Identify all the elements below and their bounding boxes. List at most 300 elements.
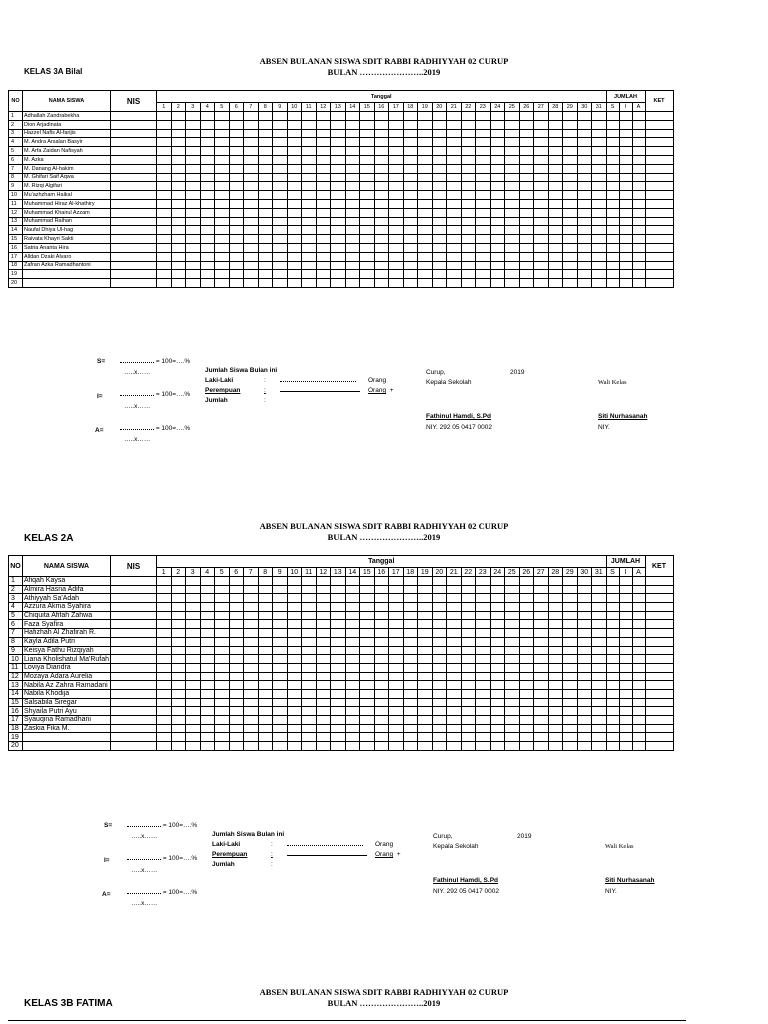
sum-i-cell[interactable] <box>619 637 632 646</box>
attendance-cell[interactable] <box>186 689 201 698</box>
sum-s-cell[interactable] <box>606 724 619 733</box>
attendance-cell[interactable] <box>592 681 607 690</box>
attendance-cell[interactable] <box>200 681 215 690</box>
attendance-cell[interactable] <box>215 620 230 629</box>
attendance-cell[interactable] <box>360 742 375 751</box>
attendance-cell[interactable] <box>534 620 549 629</box>
sum-i-cell[interactable] <box>619 646 632 655</box>
attendance-cell[interactable] <box>200 655 215 664</box>
attendance-cell[interactable] <box>548 620 563 629</box>
attendance-cell[interactable] <box>389 577 404 586</box>
sum-s-cell[interactable] <box>606 689 619 698</box>
sum-s-cell[interactable] <box>606 629 619 638</box>
attendance-cell[interactable] <box>548 611 563 620</box>
attendance-cell[interactable] <box>447 620 462 629</box>
attendance-cell[interactable] <box>200 672 215 681</box>
attendance-cell[interactable] <box>519 620 534 629</box>
attendance-cell[interactable] <box>403 637 418 646</box>
attendance-cell[interactable] <box>157 611 172 620</box>
attendance-cell[interactable] <box>229 698 244 707</box>
sum-s-cell[interactable] <box>606 646 619 655</box>
attendance-cell[interactable] <box>432 672 447 681</box>
attendance-cell[interactable] <box>157 577 172 586</box>
attendance-cell[interactable] <box>389 629 404 638</box>
attendance-cell[interactable] <box>505 733 520 742</box>
attendance-cell[interactable] <box>302 733 317 742</box>
attendance-cell[interactable] <box>577 689 592 698</box>
attendance-cell[interactable] <box>403 646 418 655</box>
attendance-cell[interactable] <box>432 594 447 603</box>
attendance-cell[interactable] <box>592 629 607 638</box>
attendance-cell[interactable] <box>200 594 215 603</box>
attendance-cell[interactable] <box>519 672 534 681</box>
attendance-cell[interactable] <box>592 663 607 672</box>
attendance-cell[interactable] <box>229 620 244 629</box>
attendance-cell[interactable] <box>331 620 346 629</box>
attendance-cell[interactable] <box>519 733 534 742</box>
attendance-cell[interactable] <box>244 716 259 725</box>
attendance-cell[interactable] <box>505 707 520 716</box>
attendance-cell[interactable] <box>389 707 404 716</box>
attendance-cell[interactable] <box>432 681 447 690</box>
attendance-cell[interactable] <box>345 707 360 716</box>
attendance-cell[interactable] <box>418 655 433 664</box>
attendance-cell[interactable] <box>171 646 186 655</box>
attendance-cell[interactable] <box>592 620 607 629</box>
attendance-cell[interactable] <box>186 577 201 586</box>
ket-cell[interactable] <box>645 655 673 664</box>
attendance-cell[interactable] <box>171 672 186 681</box>
attendance-cell[interactable] <box>490 707 505 716</box>
attendance-cell[interactable] <box>403 724 418 733</box>
attendance-cell[interactable] <box>345 585 360 594</box>
attendance-cell[interactable] <box>461 716 476 725</box>
attendance-cell[interactable] <box>200 689 215 698</box>
attendance-cell[interactable] <box>432 646 447 655</box>
attendance-cell[interactable] <box>360 716 375 725</box>
attendance-cell[interactable] <box>534 629 549 638</box>
attendance-cell[interactable] <box>476 707 491 716</box>
attendance-cell[interactable] <box>447 716 462 725</box>
attendance-cell[interactable] <box>157 733 172 742</box>
attendance-cell[interactable] <box>258 585 273 594</box>
attendance-cell[interactable] <box>302 603 317 612</box>
attendance-cell[interactable] <box>331 629 346 638</box>
attendance-cell[interactable] <box>345 637 360 646</box>
sum-i-cell[interactable] <box>619 716 632 725</box>
attendance-cell[interactable] <box>374 577 389 586</box>
attendance-cell[interactable] <box>490 620 505 629</box>
attendance-cell[interactable] <box>258 742 273 751</box>
sum-i-cell[interactable] <box>619 742 632 751</box>
attendance-cell[interactable] <box>476 577 491 586</box>
attendance-cell[interactable] <box>273 646 288 655</box>
attendance-cell[interactable] <box>563 585 578 594</box>
attendance-cell[interactable] <box>563 716 578 725</box>
attendance-cell[interactable] <box>432 707 447 716</box>
attendance-cell[interactable] <box>403 663 418 672</box>
attendance-cell[interactable] <box>490 603 505 612</box>
sum-s-cell[interactable] <box>606 707 619 716</box>
attendance-cell[interactable] <box>287 716 302 725</box>
nis-cell[interactable] <box>111 724 157 733</box>
attendance-cell[interactable] <box>331 585 346 594</box>
ket-cell[interactable] <box>645 707 673 716</box>
attendance-cell[interactable] <box>418 707 433 716</box>
attendance-cell[interactable] <box>171 629 186 638</box>
attendance-cell[interactable] <box>534 594 549 603</box>
attendance-cell[interactable] <box>287 611 302 620</box>
attendance-cell[interactable] <box>476 689 491 698</box>
attendance-cell[interactable] <box>519 594 534 603</box>
attendance-cell[interactable] <box>215 663 230 672</box>
attendance-cell[interactable] <box>287 577 302 586</box>
attendance-cell[interactable] <box>505 655 520 664</box>
attendance-cell[interactable] <box>490 629 505 638</box>
attendance-cell[interactable] <box>490 698 505 707</box>
attendance-cell[interactable] <box>360 620 375 629</box>
attendance-cell[interactable] <box>577 620 592 629</box>
attendance-cell[interactable] <box>360 689 375 698</box>
attendance-cell[interactable] <box>258 663 273 672</box>
nis-cell[interactable] <box>111 620 157 629</box>
attendance-cell[interactable] <box>403 611 418 620</box>
attendance-cell[interactable] <box>577 655 592 664</box>
attendance-cell[interactable] <box>229 707 244 716</box>
ket-cell[interactable] <box>645 629 673 638</box>
sum-s-cell[interactable] <box>606 577 619 586</box>
attendance-cell[interactable] <box>476 655 491 664</box>
attendance-cell[interactable] <box>476 611 491 620</box>
sum-a-cell[interactable] <box>632 629 645 638</box>
attendance-cell[interactable] <box>302 611 317 620</box>
ket-cell[interactable] <box>645 681 673 690</box>
attendance-cell[interactable] <box>186 681 201 690</box>
attendance-cell[interactable] <box>418 637 433 646</box>
attendance-cell[interactable] <box>490 716 505 725</box>
attendance-cell[interactable] <box>273 585 288 594</box>
attendance-cell[interactable] <box>403 629 418 638</box>
attendance-cell[interactable] <box>331 681 346 690</box>
attendance-cell[interactable] <box>374 655 389 664</box>
sum-s-cell[interactable] <box>606 672 619 681</box>
attendance-cell[interactable] <box>345 611 360 620</box>
attendance-cell[interactable] <box>403 577 418 586</box>
attendance-cell[interactable] <box>592 724 607 733</box>
attendance-cell[interactable] <box>592 585 607 594</box>
attendance-cell[interactable] <box>577 698 592 707</box>
attendance-cell[interactable] <box>389 611 404 620</box>
attendance-cell[interactable] <box>403 603 418 612</box>
attendance-cell[interactable] <box>461 698 476 707</box>
attendance-cell[interactable] <box>360 724 375 733</box>
attendance-cell[interactable] <box>360 733 375 742</box>
attendance-cell[interactable] <box>157 689 172 698</box>
attendance-cell[interactable] <box>490 637 505 646</box>
attendance-cell[interactable] <box>287 689 302 698</box>
attendance-cell[interactable] <box>360 585 375 594</box>
attendance-cell[interactable] <box>389 637 404 646</box>
attendance-cell[interactable] <box>432 733 447 742</box>
attendance-cell[interactable] <box>258 637 273 646</box>
attendance-cell[interactable] <box>447 611 462 620</box>
attendance-cell[interactable] <box>287 594 302 603</box>
attendance-cell[interactable] <box>157 698 172 707</box>
attendance-cell[interactable] <box>360 672 375 681</box>
attendance-cell[interactable] <box>592 716 607 725</box>
attendance-cell[interactable] <box>447 733 462 742</box>
attendance-cell[interactable] <box>345 655 360 664</box>
attendance-cell[interactable] <box>316 716 331 725</box>
attendance-cell[interactable] <box>273 724 288 733</box>
attendance-cell[interactable] <box>258 629 273 638</box>
nis-cell[interactable] <box>111 594 157 603</box>
attendance-cell[interactable] <box>592 707 607 716</box>
attendance-cell[interactable] <box>200 611 215 620</box>
attendance-cell[interactable] <box>418 646 433 655</box>
attendance-cell[interactable] <box>490 742 505 751</box>
attendance-cell[interactable] <box>432 577 447 586</box>
attendance-cell[interactable] <box>345 742 360 751</box>
attendance-cell[interactable] <box>519 742 534 751</box>
attendance-cell[interactable] <box>157 603 172 612</box>
attendance-cell[interactable] <box>577 663 592 672</box>
attendance-cell[interactable] <box>548 716 563 725</box>
attendance-cell[interactable] <box>490 724 505 733</box>
attendance-cell[interactable] <box>171 663 186 672</box>
attendance-cell[interactable] <box>490 663 505 672</box>
attendance-cell[interactable] <box>534 603 549 612</box>
attendance-cell[interactable] <box>157 655 172 664</box>
attendance-cell[interactable] <box>186 620 201 629</box>
attendance-cell[interactable] <box>534 637 549 646</box>
ket-cell[interactable] <box>645 724 673 733</box>
attendance-cell[interactable] <box>345 724 360 733</box>
attendance-cell[interactable] <box>200 620 215 629</box>
attendance-cell[interactable] <box>432 629 447 638</box>
attendance-cell[interactable] <box>360 698 375 707</box>
sum-i-cell[interactable] <box>619 620 632 629</box>
sum-i-cell[interactable] <box>619 603 632 612</box>
attendance-cell[interactable] <box>592 672 607 681</box>
attendance-cell[interactable] <box>418 663 433 672</box>
attendance-cell[interactable] <box>345 594 360 603</box>
attendance-cell[interactable] <box>244 689 259 698</box>
attendance-cell[interactable] <box>563 689 578 698</box>
attendance-cell[interactable] <box>229 742 244 751</box>
attendance-cell[interactable] <box>287 742 302 751</box>
attendance-cell[interactable] <box>519 698 534 707</box>
attendance-cell[interactable] <box>519 603 534 612</box>
attendance-cell[interactable] <box>331 689 346 698</box>
attendance-cell[interactable] <box>244 655 259 664</box>
attendance-cell[interactable] <box>447 585 462 594</box>
attendance-cell[interactable] <box>418 742 433 751</box>
attendance-cell[interactable] <box>331 698 346 707</box>
attendance-cell[interactable] <box>200 629 215 638</box>
attendance-cell[interactable] <box>273 672 288 681</box>
nis-cell[interactable] <box>111 629 157 638</box>
ket-cell[interactable] <box>645 637 673 646</box>
attendance-cell[interactable] <box>548 742 563 751</box>
attendance-cell[interactable] <box>258 707 273 716</box>
attendance-cell[interactable] <box>316 707 331 716</box>
sum-s-cell[interactable] <box>606 663 619 672</box>
attendance-cell[interactable] <box>157 663 172 672</box>
attendance-cell[interactable] <box>157 672 172 681</box>
attendance-cell[interactable] <box>215 681 230 690</box>
attendance-cell[interactable] <box>287 655 302 664</box>
attendance-cell[interactable] <box>403 733 418 742</box>
attendance-cell[interactable] <box>490 577 505 586</box>
attendance-cell[interactable] <box>287 663 302 672</box>
attendance-cell[interactable] <box>447 629 462 638</box>
attendance-cell[interactable] <box>229 689 244 698</box>
attendance-cell[interactable] <box>374 681 389 690</box>
attendance-cell[interactable] <box>345 689 360 698</box>
attendance-cell[interactable] <box>476 585 491 594</box>
attendance-cell[interactable] <box>186 707 201 716</box>
attendance-cell[interactable] <box>287 672 302 681</box>
attendance-cell[interactable] <box>287 585 302 594</box>
sum-i-cell[interactable] <box>619 733 632 742</box>
attendance-cell[interactable] <box>316 611 331 620</box>
attendance-cell[interactable] <box>577 603 592 612</box>
attendance-cell[interactable] <box>215 689 230 698</box>
attendance-cell[interactable] <box>447 603 462 612</box>
ket-cell[interactable] <box>645 672 673 681</box>
attendance-cell[interactable] <box>171 594 186 603</box>
attendance-cell[interactable] <box>447 707 462 716</box>
attendance-cell[interactable] <box>432 611 447 620</box>
attendance-cell[interactable] <box>374 663 389 672</box>
attendance-cell[interactable] <box>302 585 317 594</box>
sum-a-cell[interactable] <box>632 707 645 716</box>
nis-cell[interactable] <box>111 585 157 594</box>
attendance-cell[interactable] <box>157 637 172 646</box>
sum-a-cell[interactable] <box>632 681 645 690</box>
attendance-cell[interactable] <box>403 585 418 594</box>
sum-s-cell[interactable] <box>606 603 619 612</box>
attendance-cell[interactable] <box>577 716 592 725</box>
attendance-cell[interactable] <box>331 577 346 586</box>
sum-a-cell[interactable] <box>632 698 645 707</box>
attendance-cell[interactable] <box>157 585 172 594</box>
attendance-cell[interactable] <box>490 672 505 681</box>
attendance-cell[interactable] <box>548 707 563 716</box>
ket-cell[interactable] <box>645 577 673 586</box>
attendance-cell[interactable] <box>432 655 447 664</box>
attendance-cell[interactable] <box>548 646 563 655</box>
attendance-cell[interactable] <box>389 689 404 698</box>
attendance-cell[interactable] <box>374 637 389 646</box>
attendance-cell[interactable] <box>171 611 186 620</box>
attendance-cell[interactable] <box>215 672 230 681</box>
attendance-cell[interactable] <box>287 681 302 690</box>
attendance-cell[interactable] <box>461 733 476 742</box>
attendance-cell[interactable] <box>447 698 462 707</box>
attendance-cell[interactable] <box>519 707 534 716</box>
attendance-cell[interactable] <box>374 689 389 698</box>
attendance-cell[interactable] <box>563 707 578 716</box>
attendance-cell[interactable] <box>418 724 433 733</box>
attendance-cell[interactable] <box>287 698 302 707</box>
attendance-cell[interactable] <box>447 672 462 681</box>
attendance-cell[interactable] <box>374 724 389 733</box>
attendance-cell[interactable] <box>403 707 418 716</box>
attendance-cell[interactable] <box>461 585 476 594</box>
ket-cell[interactable] <box>645 733 673 742</box>
attendance-cell[interactable] <box>505 646 520 655</box>
attendance-cell[interactable] <box>389 620 404 629</box>
attendance-cell[interactable] <box>258 681 273 690</box>
attendance-cell[interactable] <box>186 733 201 742</box>
attendance-cell[interactable] <box>548 655 563 664</box>
nis-cell[interactable] <box>111 698 157 707</box>
attendance-cell[interactable] <box>157 681 172 690</box>
attendance-cell[interactable] <box>432 585 447 594</box>
attendance-cell[interactable] <box>229 681 244 690</box>
attendance-cell[interactable] <box>345 733 360 742</box>
attendance-cell[interactable] <box>403 594 418 603</box>
attendance-cell[interactable] <box>490 689 505 698</box>
attendance-cell[interactable] <box>490 655 505 664</box>
attendance-cell[interactable] <box>563 594 578 603</box>
sum-i-cell[interactable] <box>619 707 632 716</box>
attendance-cell[interactable] <box>360 681 375 690</box>
attendance-cell[interactable] <box>389 585 404 594</box>
attendance-cell[interactable] <box>273 620 288 629</box>
ket-cell[interactable] <box>645 611 673 620</box>
attendance-cell[interactable] <box>563 611 578 620</box>
sum-a-cell[interactable] <box>632 689 645 698</box>
attendance-cell[interactable] <box>432 689 447 698</box>
attendance-cell[interactable] <box>374 716 389 725</box>
attendance-cell[interactable] <box>215 733 230 742</box>
attendance-cell[interactable] <box>374 707 389 716</box>
attendance-cell[interactable] <box>403 620 418 629</box>
attendance-cell[interactable] <box>186 663 201 672</box>
attendance-cell[interactable] <box>186 716 201 725</box>
attendance-cell[interactable] <box>418 698 433 707</box>
attendance-cell[interactable] <box>577 646 592 655</box>
attendance-cell[interactable] <box>490 611 505 620</box>
attendance-cell[interactable] <box>476 698 491 707</box>
attendance-cell[interactable] <box>345 663 360 672</box>
attendance-cell[interactable] <box>519 611 534 620</box>
attendance-cell[interactable] <box>200 724 215 733</box>
attendance-cell[interactable] <box>592 577 607 586</box>
attendance-cell[interactable] <box>186 646 201 655</box>
attendance-cell[interactable] <box>563 733 578 742</box>
attendance-cell[interactable] <box>461 663 476 672</box>
attendance-cell[interactable] <box>592 611 607 620</box>
attendance-cell[interactable] <box>519 689 534 698</box>
attendance-cell[interactable] <box>302 629 317 638</box>
attendance-cell[interactable] <box>461 742 476 751</box>
attendance-cell[interactable] <box>447 594 462 603</box>
sum-s-cell[interactable] <box>606 620 619 629</box>
attendance-cell[interactable] <box>273 742 288 751</box>
attendance-cell[interactable] <box>577 742 592 751</box>
attendance-cell[interactable] <box>229 577 244 586</box>
attendance-cell[interactable] <box>273 689 288 698</box>
attendance-cell[interactable] <box>548 603 563 612</box>
attendance-cell[interactable] <box>403 689 418 698</box>
attendance-cell[interactable] <box>258 689 273 698</box>
attendance-cell[interactable] <box>563 603 578 612</box>
attendance-cell[interactable] <box>389 594 404 603</box>
